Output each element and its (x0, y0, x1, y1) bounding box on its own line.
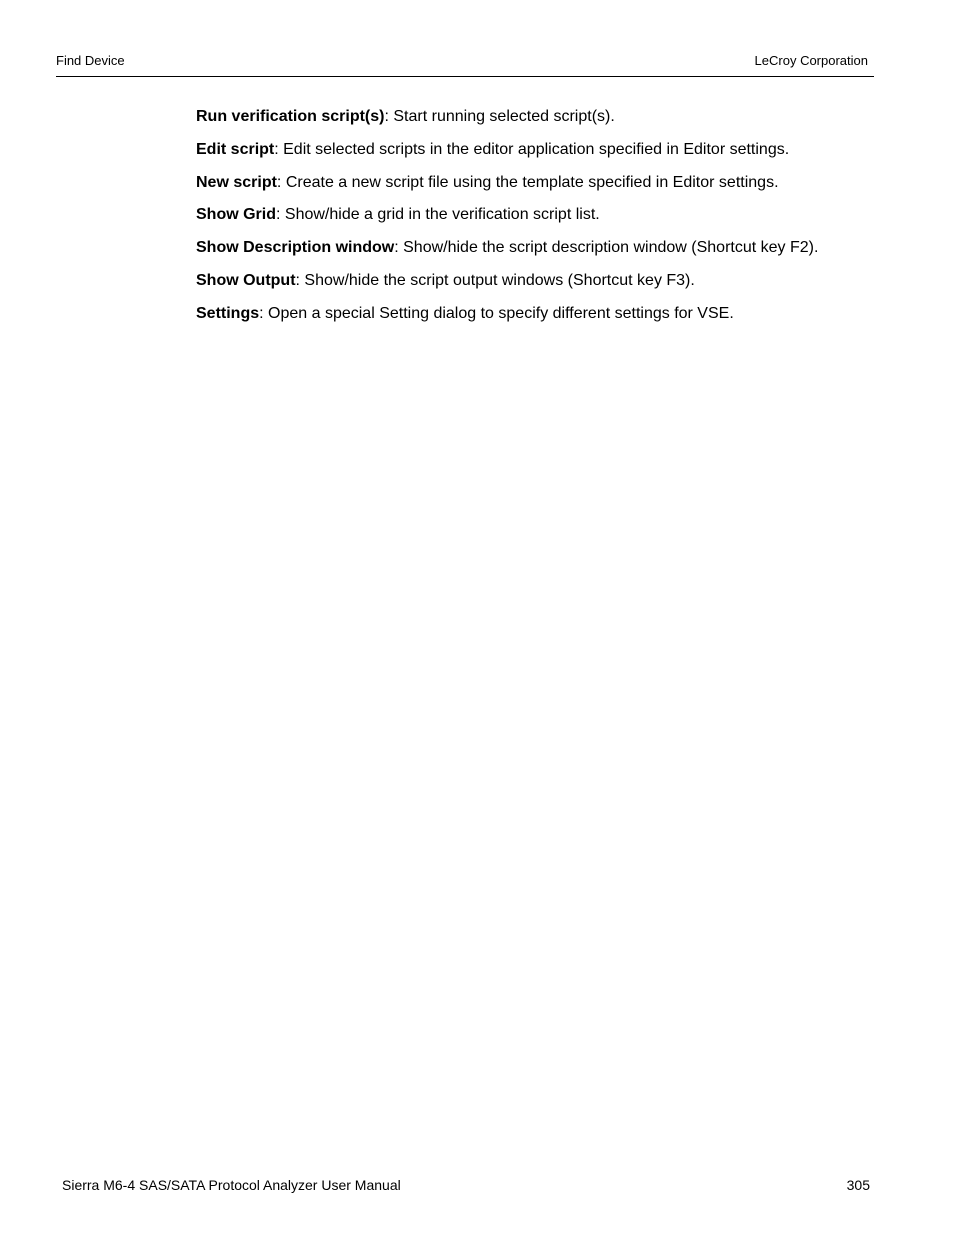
item-term: Show Output (196, 271, 296, 289)
list-item (196, 304, 886, 324)
item-description: : Edit selected scripts in the editor application specified in Editor settings. (274, 140, 790, 158)
list-item (196, 173, 886, 193)
item-term: Settings (196, 304, 260, 322)
list-item (196, 205, 886, 225)
header-company-name: LeCroy Corporation (754, 53, 868, 68)
item-description: : Show/hide the script output windows (Shortcut key F3). (295, 271, 695, 289)
item-description: : Start running selected script(s). (384, 108, 615, 125)
item-term: New script (196, 173, 277, 191)
list-item (196, 238, 886, 258)
item-description: : Open a special Setting dialog to specify different settings for VSE. (259, 304, 734, 322)
list-item (196, 271, 886, 291)
item-description: : Show/hide the script description window (Shortcut key F2). (394, 239, 819, 257)
menu-item-descriptions (196, 107, 886, 337)
item-term: Run verification script(s) (196, 108, 385, 125)
item-term: Show Description window (196, 239, 395, 257)
item-term: Show Grid (196, 206, 276, 224)
list-item (196, 140, 886, 160)
footer-manual-title: Sierra M6-4 SAS/SATA Protocol Analyzer User Manual (62, 1177, 401, 1193)
item-description: : Create a new script file using the template specified in Editor settings. (276, 173, 779, 191)
page-header (56, 52, 874, 77)
header-section-title: Find Device (56, 53, 125, 68)
page-number: 305 (846, 1177, 870, 1193)
item-term: Edit script (196, 140, 275, 158)
item-description: : Show/hide a grid in the verification script list. (276, 206, 600, 224)
list-item (196, 107, 886, 127)
